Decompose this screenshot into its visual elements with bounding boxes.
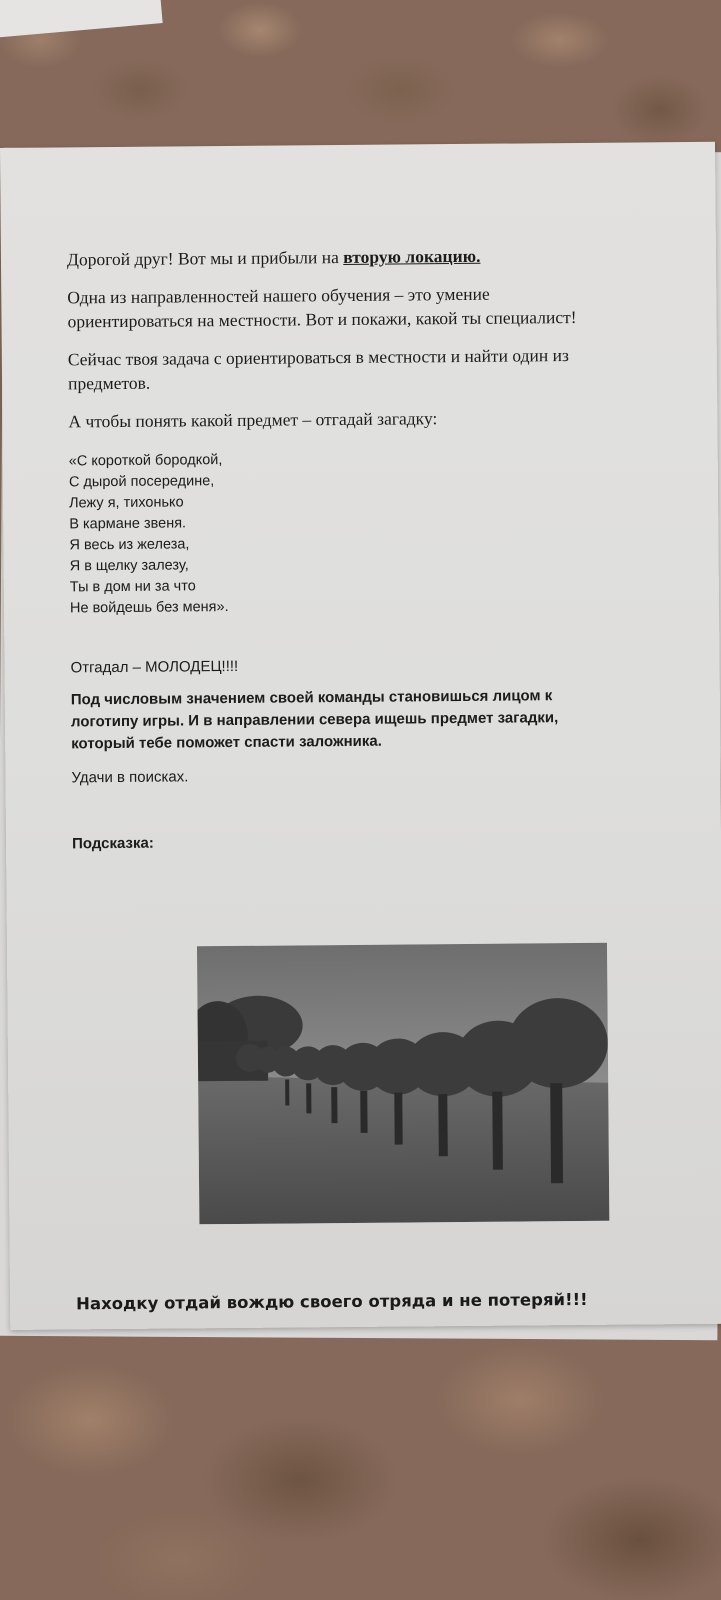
orientation-line-1: Одна из направленностей нашего обучения – это умение xyxy=(67,283,490,308)
riddle-line: Я весь из железа, xyxy=(69,536,190,554)
riddle-line: С дырой посередине, xyxy=(68,473,215,491)
instruction-line-3: который тебе поможет спасти заложника. xyxy=(71,732,382,753)
instruction-paragraph xyxy=(71,684,692,755)
instruction-line-2: логотипу игры. И в направлении севера ищешь предмет загадки, xyxy=(70,709,559,731)
letter-content xyxy=(66,242,692,1313)
hint-label: Подсказка: xyxy=(72,834,154,853)
task-paragraph xyxy=(68,342,688,395)
greeting-text: Дорогой друг! Вот мы и прибыли на xyxy=(66,247,344,270)
riddle-intro: А чтобы понять какой предмет – отгадай загадку: xyxy=(68,408,438,432)
task-line-1: Сейчас твоя задача с ориентироваться в местности и найти один из xyxy=(67,345,569,370)
guessed-text: Отгадал – МОЛОДЕЦ!!!! xyxy=(70,657,239,677)
final-instruction: Находку отдай вождю своего отряда и не потеряй!!! xyxy=(76,1289,588,1313)
orientation-paragraph xyxy=(67,280,687,333)
greeting-paragraph xyxy=(67,242,687,271)
riddle-line: Не войдешь без меня». xyxy=(69,599,229,617)
orientation-line-2: ориентироваться на местности. Вот и покажи, какой ты специалист! xyxy=(67,306,577,332)
luck-text: Удачи в поисках. xyxy=(71,768,189,787)
riddle-poem xyxy=(69,446,690,619)
riddle-line: В кармане звеня. xyxy=(69,515,187,533)
hint-photo xyxy=(197,943,609,1225)
location-highlight: вторую локацию. xyxy=(343,245,481,268)
instruction-line-1: Под числовым значением своей команды становишься лицом к xyxy=(70,687,553,709)
tree-alley-illustration xyxy=(197,943,609,1225)
letter-sheet xyxy=(0,142,721,1330)
riddle-line: Лежу я, тихонько xyxy=(69,494,184,512)
riddle-line: Я в щелку залезу, xyxy=(69,557,189,575)
task-line-2: предметов. xyxy=(67,372,151,394)
riddle-line: Ты в дом ни за что xyxy=(69,578,196,596)
riddle-line: «С короткой бородкой, xyxy=(68,452,223,470)
